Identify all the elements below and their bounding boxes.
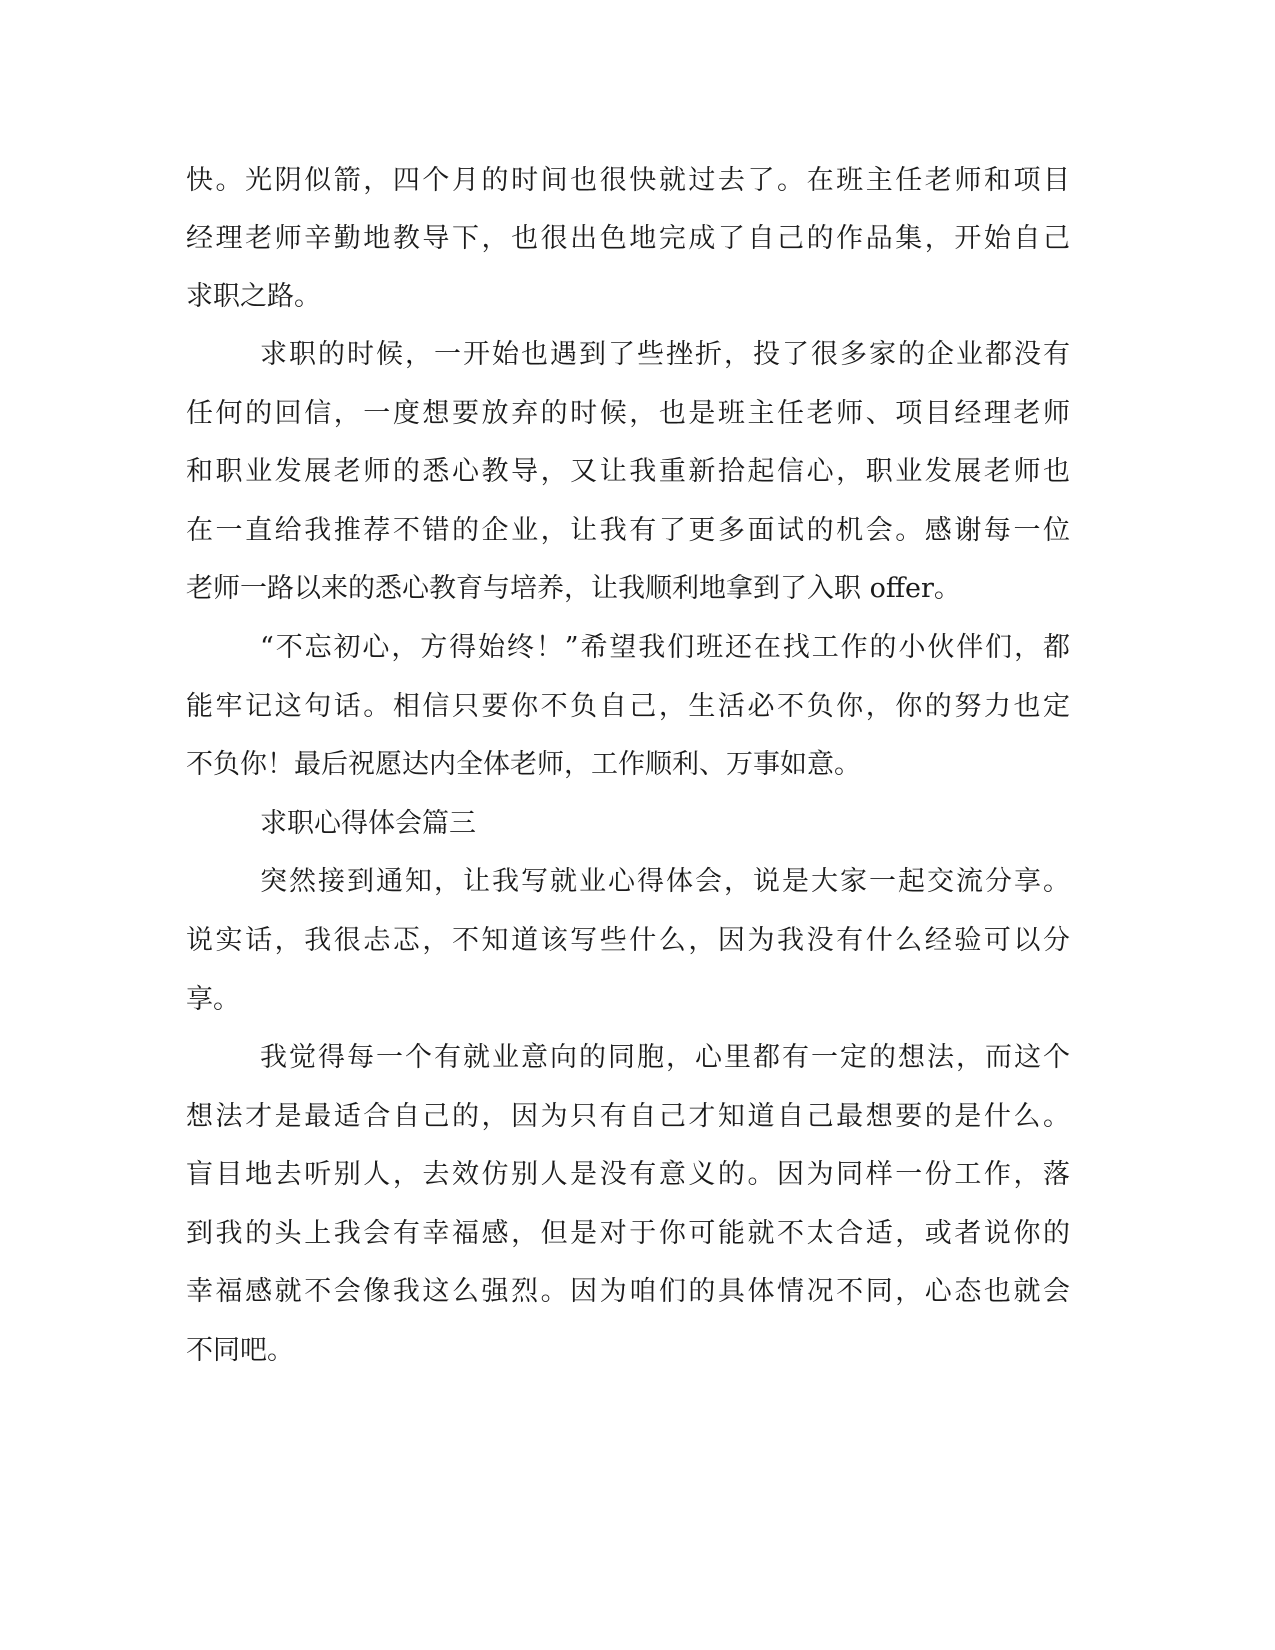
text-line: “不忘初心，方得始终！”希望我们班还在找工作的小伙伴们，都 xyxy=(260,632,1070,663)
text-line: 求职之路。 xyxy=(186,281,321,312)
text-line: 我觉得每一个有就业意向的同胞，心里都有一定的想法，而这个 xyxy=(260,1042,1070,1073)
text-line: 能牢记这句话。相信只要你不负自己，生活必不负你，你的努力也定 xyxy=(186,691,1070,722)
text-line: 不同吧。 xyxy=(186,1335,294,1366)
text-line: 说实话，我很忐忑，不知道该写些什么，因为我没有什么经验可以分 xyxy=(186,925,1070,956)
text-line: 任何的回信，一度想要放弃的时候，也是班主任老师、项目经理老师 xyxy=(186,398,1070,429)
text-line: 和职业发展老师的悉心教导，又让我重新拾起信心，职业发展老师也 xyxy=(186,456,1070,487)
section-heading: 求职心得体会篇三 xyxy=(260,808,476,839)
text-line: 想法才是最适合自己的，因为只有自己才知道自己最想要的是什么。 xyxy=(186,1101,1070,1132)
text-line: 求职的时候，一开始也遇到了些挫折，投了很多家的企业都没有 xyxy=(260,339,1070,370)
text-line: 享。 xyxy=(186,984,240,1015)
text-line: 快。光阴似箭，四个月的时间也很快就过去了。在班主任老师和项目 xyxy=(186,165,1070,196)
text-line: 盲目地去听别人，去效仿别人是没有意义的。因为同样一份工作，落 xyxy=(186,1159,1070,1190)
text-line: 突然接到通知，让我写就业心得体会，说是大家一起交流分享。 xyxy=(260,866,1070,897)
text-line: 经理老师辛勤地教导下，也很出色地完成了自己的作品集，开始自己 xyxy=(186,223,1070,254)
text-line: 在一直给我推荐不错的企业，让我有了更多面试的机会。感谢每一位 xyxy=(186,515,1070,546)
text-line: 老师一路以来的悉心教育与培养，让我顺利地拿到了入职 offer。 xyxy=(186,573,961,604)
text-line: 幸福感就不会像我这么强烈。因为咱们的具体情况不同，心态也就会 xyxy=(186,1276,1070,1307)
text-line: 不负你！最后祝愿达内全体老师，工作顺利、万事如意。 xyxy=(186,749,861,780)
text-line: 到我的头上我会有幸福感，但是对于你可能就不太合适，或者说你的 xyxy=(186,1218,1070,1249)
